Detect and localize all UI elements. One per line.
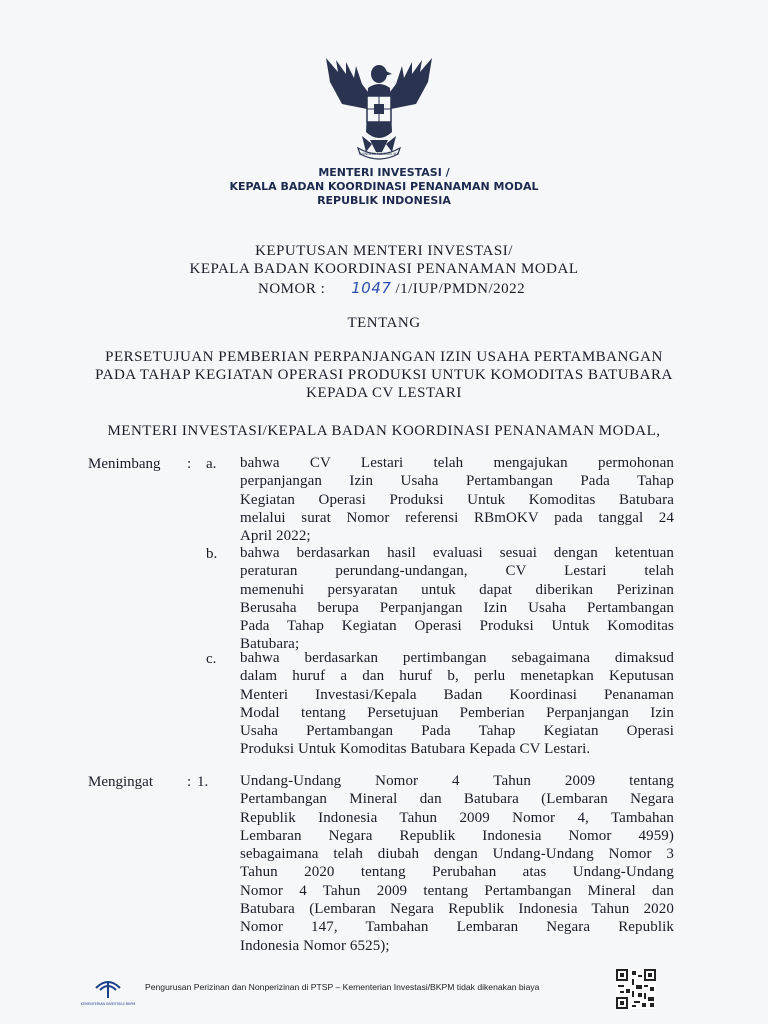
menimbang-marker-a: a. [206, 456, 217, 472]
text-line: peraturan perundang-undangan, CV Lestari telah [240, 563, 674, 580]
text-line: dalam huruf a dan huruf b, perlu menetapkan Keputusan [240, 668, 674, 685]
subject-line-1: PERSETUJUAN PEMBERIAN PERPANJANGAN IZIN USAHA PERTAMBANGAN [105, 349, 663, 365]
menimbang-item-c [240, 649, 674, 759]
issuer-line: MENTERI INVESTASI/KEPALA BADAN KOORDINASI PENANAMAN MODAL, [107, 423, 661, 439]
garuda-emblem-icon [322, 52, 436, 162]
mengingat-colon: : [187, 774, 192, 790]
tentang-heading: TENTANG [347, 315, 421, 331]
qr-code-icon [616, 969, 656, 1009]
text-line: Republik Indonesia Tahun 2009 Nomor 4, Tambahan [240, 809, 674, 826]
subject-line-3: KEPADA CV LESTARI [306, 385, 462, 401]
letterhead-line-1: MENTERI INVESTASI / [318, 166, 450, 179]
text-line: Indonesia Nomor 6525); [240, 937, 390, 954]
text-line: Menteri Investasi/Kepala Badan Koordinasi Penanaman [240, 686, 674, 703]
text-line: Kegiatan Operasi Produksi Untuk Komoditas Batubara [240, 491, 674, 508]
svg-text:KEMENTERIAN INVESTASI/ BKPM: KEMENTERIAN INVESTASI/ BKPM [80, 1002, 136, 1006]
text-line: memenuhi persyaratan untuk dapat diberikan Perizinan [240, 581, 674, 598]
menimbang-item-b [240, 544, 674, 654]
subject-line-2: PADA TAHAP KEGIATAN OPERASI PRODUKSI UNTUK KOMODITAS BATUBARA [95, 367, 673, 383]
svg-text:BHINNEKA TUNGGAL IKA: BHINNEKA TUNGGAL IKA [359, 152, 399, 156]
text-line: Lembaran Negara Republik Indonesia Nomor 4959) [240, 827, 674, 844]
text-line: April 2022; [240, 528, 311, 545]
decree-number [258, 279, 525, 298]
text-line: Tahun 2020 tentang Perubahan atas Undang-Undang [240, 864, 674, 881]
text-line: Modal tentang Persetujuan Pemberian Perpanjangan Izin [240, 704, 674, 721]
mengingat-label: Mengingat [88, 774, 153, 790]
bkpm-logo-icon [78, 974, 138, 1010]
decree-title-2: KEPALA BADAN KOORDINASI PENANAMAN MODAL [189, 261, 579, 277]
text-line: Nomor 4 Tahun 2009 tentang Pertambangan Mineral dan [240, 882, 674, 899]
text-line: perpanjangan Izin Usaha Pertambangan Pada Tahap [240, 473, 674, 490]
menimbang-label: Menimbang [88, 456, 161, 472]
text-line: Undang-Undang Nomor 4 Tahun 2009 tentang [240, 773, 674, 789]
menimbang-marker-c: c. [206, 651, 217, 667]
text-line: Batubara; [240, 636, 300, 653]
text-line: Berusaha berupa Perpanjangan Izin Usaha Pertambangan [240, 599, 674, 616]
letterhead-line-2: KEPALA BADAN KOORDINASI PENANAMAN MODAL [229, 180, 539, 193]
text-line: Pertambangan Mineral dan Batubara (Lembaran Negara [240, 791, 674, 808]
text-line: bahwa berdasarkan pertimbangan sebagaimana dimaksud [240, 650, 674, 666]
nomor-suffix: /1/IUP/PMDN/2022 [395, 281, 526, 297]
handwritten-number: 1047 [351, 279, 392, 297]
footer-notice: Pengurusan Perizinan dan Nonperizinan di PTSP – Kementerian Investasi/BKPM tidak dikenakan biaya [145, 982, 540, 992]
text-line: Usaha Pertambangan Pada Tahap Kegiatan Operasi [240, 723, 674, 740]
text-line: Nomor 147, Tambahan Lembaran Negara Republik [240, 919, 674, 936]
menimbang-item-a [240, 454, 674, 545]
text-line: Batubara (Lembaran Negara Republik Indonesia Tahun 2020 [240, 901, 674, 918]
menimbang-colon: : [187, 456, 192, 472]
mengingat-item-1 [240, 772, 674, 955]
text-line: bahwa berdasarkan hasil evaluasi sesuai dengan ketentuan [240, 545, 674, 561]
text-line: Pada Tahap Kegiatan Operasi Produksi Untuk Komoditas [240, 618, 674, 635]
menimbang-marker-b: b. [206, 546, 218, 562]
text-line: melalui surat Nomor referensi RBmOKV pada tanggal 24 [240, 509, 674, 526]
decree-title-1: KEPUTUSAN MENTERI INVESTASI/ [255, 243, 513, 259]
text-line: Produksi Untuk Komoditas Batubara Kepada CV Lestari. [240, 741, 591, 758]
nomor-label: NOMOR : [258, 281, 326, 297]
text-line: sebagaimana telah diubah dengan Undang-Undang Nomor 3 [240, 846, 674, 863]
text-line: bahwa CV Lestari telah mengajukan permohonan [240, 455, 674, 471]
letterhead-line-3: REPUBLIK INDONESIA [317, 194, 451, 207]
mengingat-marker-1: 1. [197, 774, 209, 790]
